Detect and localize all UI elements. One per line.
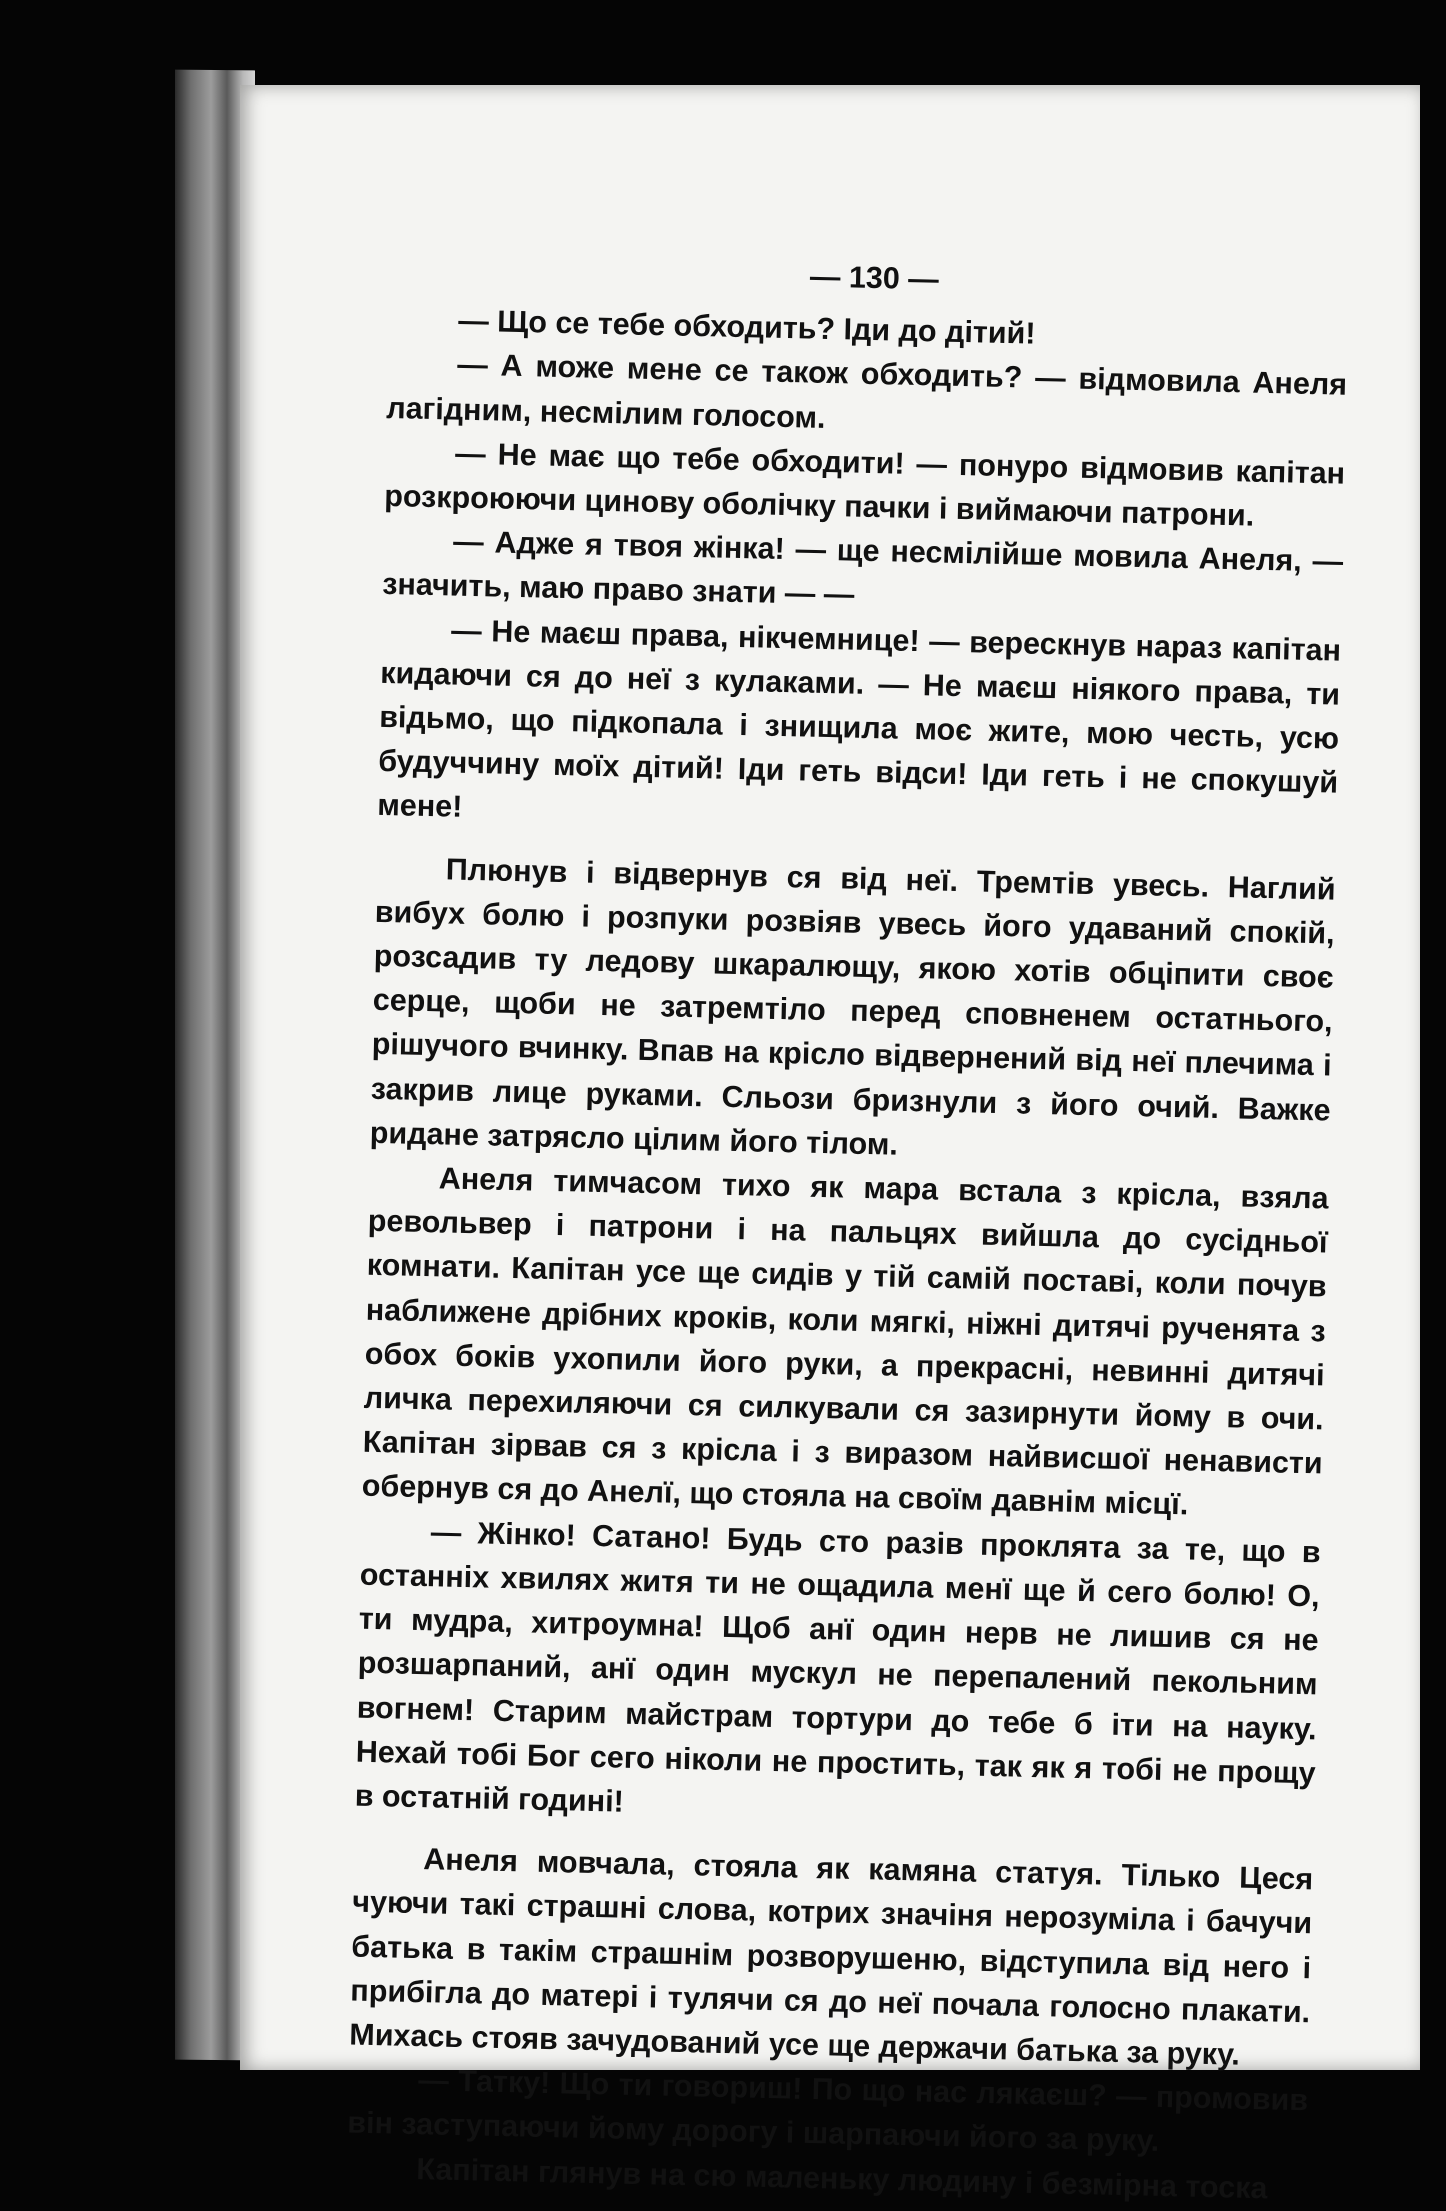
- paragraph: Анеля тимчасом тихо як мара встала з крісла, взяла револьвер і патрони і на пальцях вийшла до сусідньої комнати. Капітан усе ще сидів у тій самій поставі, коли почув наближене дрібних кроків, коли мягкі, ніжні дитячі рученята з обох боків ухопили його руки, а прекрасні, невинні дитячі личка перехиляючи ся силкували ся зазирнути йому в очи. Капітан зірвав ся з крісла і з виразом найвисшої ненависти обернув ся до Анелї, що стояла на своїм давнім місцї.: [361, 1161, 1329, 1522]
- paragraph: — А може мене се також обходить? — відмовила Анеля лагідним, несмілим голосом.: [385, 347, 1348, 435]
- page-text: [346, 245, 1350, 2211]
- paragraph: Плюнув і відвернув ся від неї. Тремтів увесь. Наглий вибух болю і розпуки розвіяв увесь його удаваний спокій, розсадив ту ледову шкаралющу, якою хотів обціпити своє серце, щоби не затремтіло перед сповненем остатнього, рішучого вчинку. Впав на крісло відвернений від неї плечима і закрив лице руками. Сльози бризнули з його очий. Важке ридане затрясло цілим його тілом.: [369, 852, 1337, 1162]
- paragraph: — Що се тебе обходить? Іди до дітий!: [457, 303, 1036, 351]
- paragraph: — Адже я твоя жінка! — ще несмілійше мовила Анеля, — значить, маю право знати — —: [381, 524, 1344, 613]
- page-number: — 130 —: [809, 259, 940, 297]
- paragraph: — Жінко! Сатано! Будь сто разів проклята за те, що в останніх хвилях житя ти не ощадила менї ще й сего болю! О, ти мудра, хитроумна! Щоб анї один нерв не лишив ся не розшарпаний, анї один мускул не перепалений пекольним вогнем! Старим майстрам тортури до тебе б іти на науку. Нехай тобі Бог сего ніколи не простить, так як я тобі не прощу в остатній годині!: [354, 1514, 1321, 1819]
- paragraph: — Не має що тебе обходити! — понуро відмовив капітан розкроюючи цинову оболічку пачки і виймаючи патрони.: [383, 436, 1346, 533]
- paragraph: Капітан глянув на сю маленьку людину і безмірна тоска: [415, 2151, 1268, 2205]
- paragraph: — Татку! Що ти говориш! По що нас лякаєш? — промовив він заступаючи йому дорогу і шарпаючи його за руку.: [347, 2063, 1309, 2159]
- paragraph: Анеля мовчала, стояла як камяна статуя. Тілько Цеся чуючи такі страшні слова, котрих значіня нерозуміла і бачучи батька в такім страшнім розворушеню, відступила від него і прибігла до матері і тулячи ся до неї почала голосно плакати. Михась стояв зачудований усе ще держачи батька за руку.: [349, 1842, 1314, 2072]
- paragraph: — Не маєш права, нікчемнице! — верескнув нараз капітан кидаючи ся до неї з кулаками. — Не маєш ніякого права, ти відьмо, що підкопала і знищила моє жите, мою честь, усю будуччину моїх дітий! Іди геть відси! Іди геть і не спокушуй мене!: [376, 613, 1342, 825]
